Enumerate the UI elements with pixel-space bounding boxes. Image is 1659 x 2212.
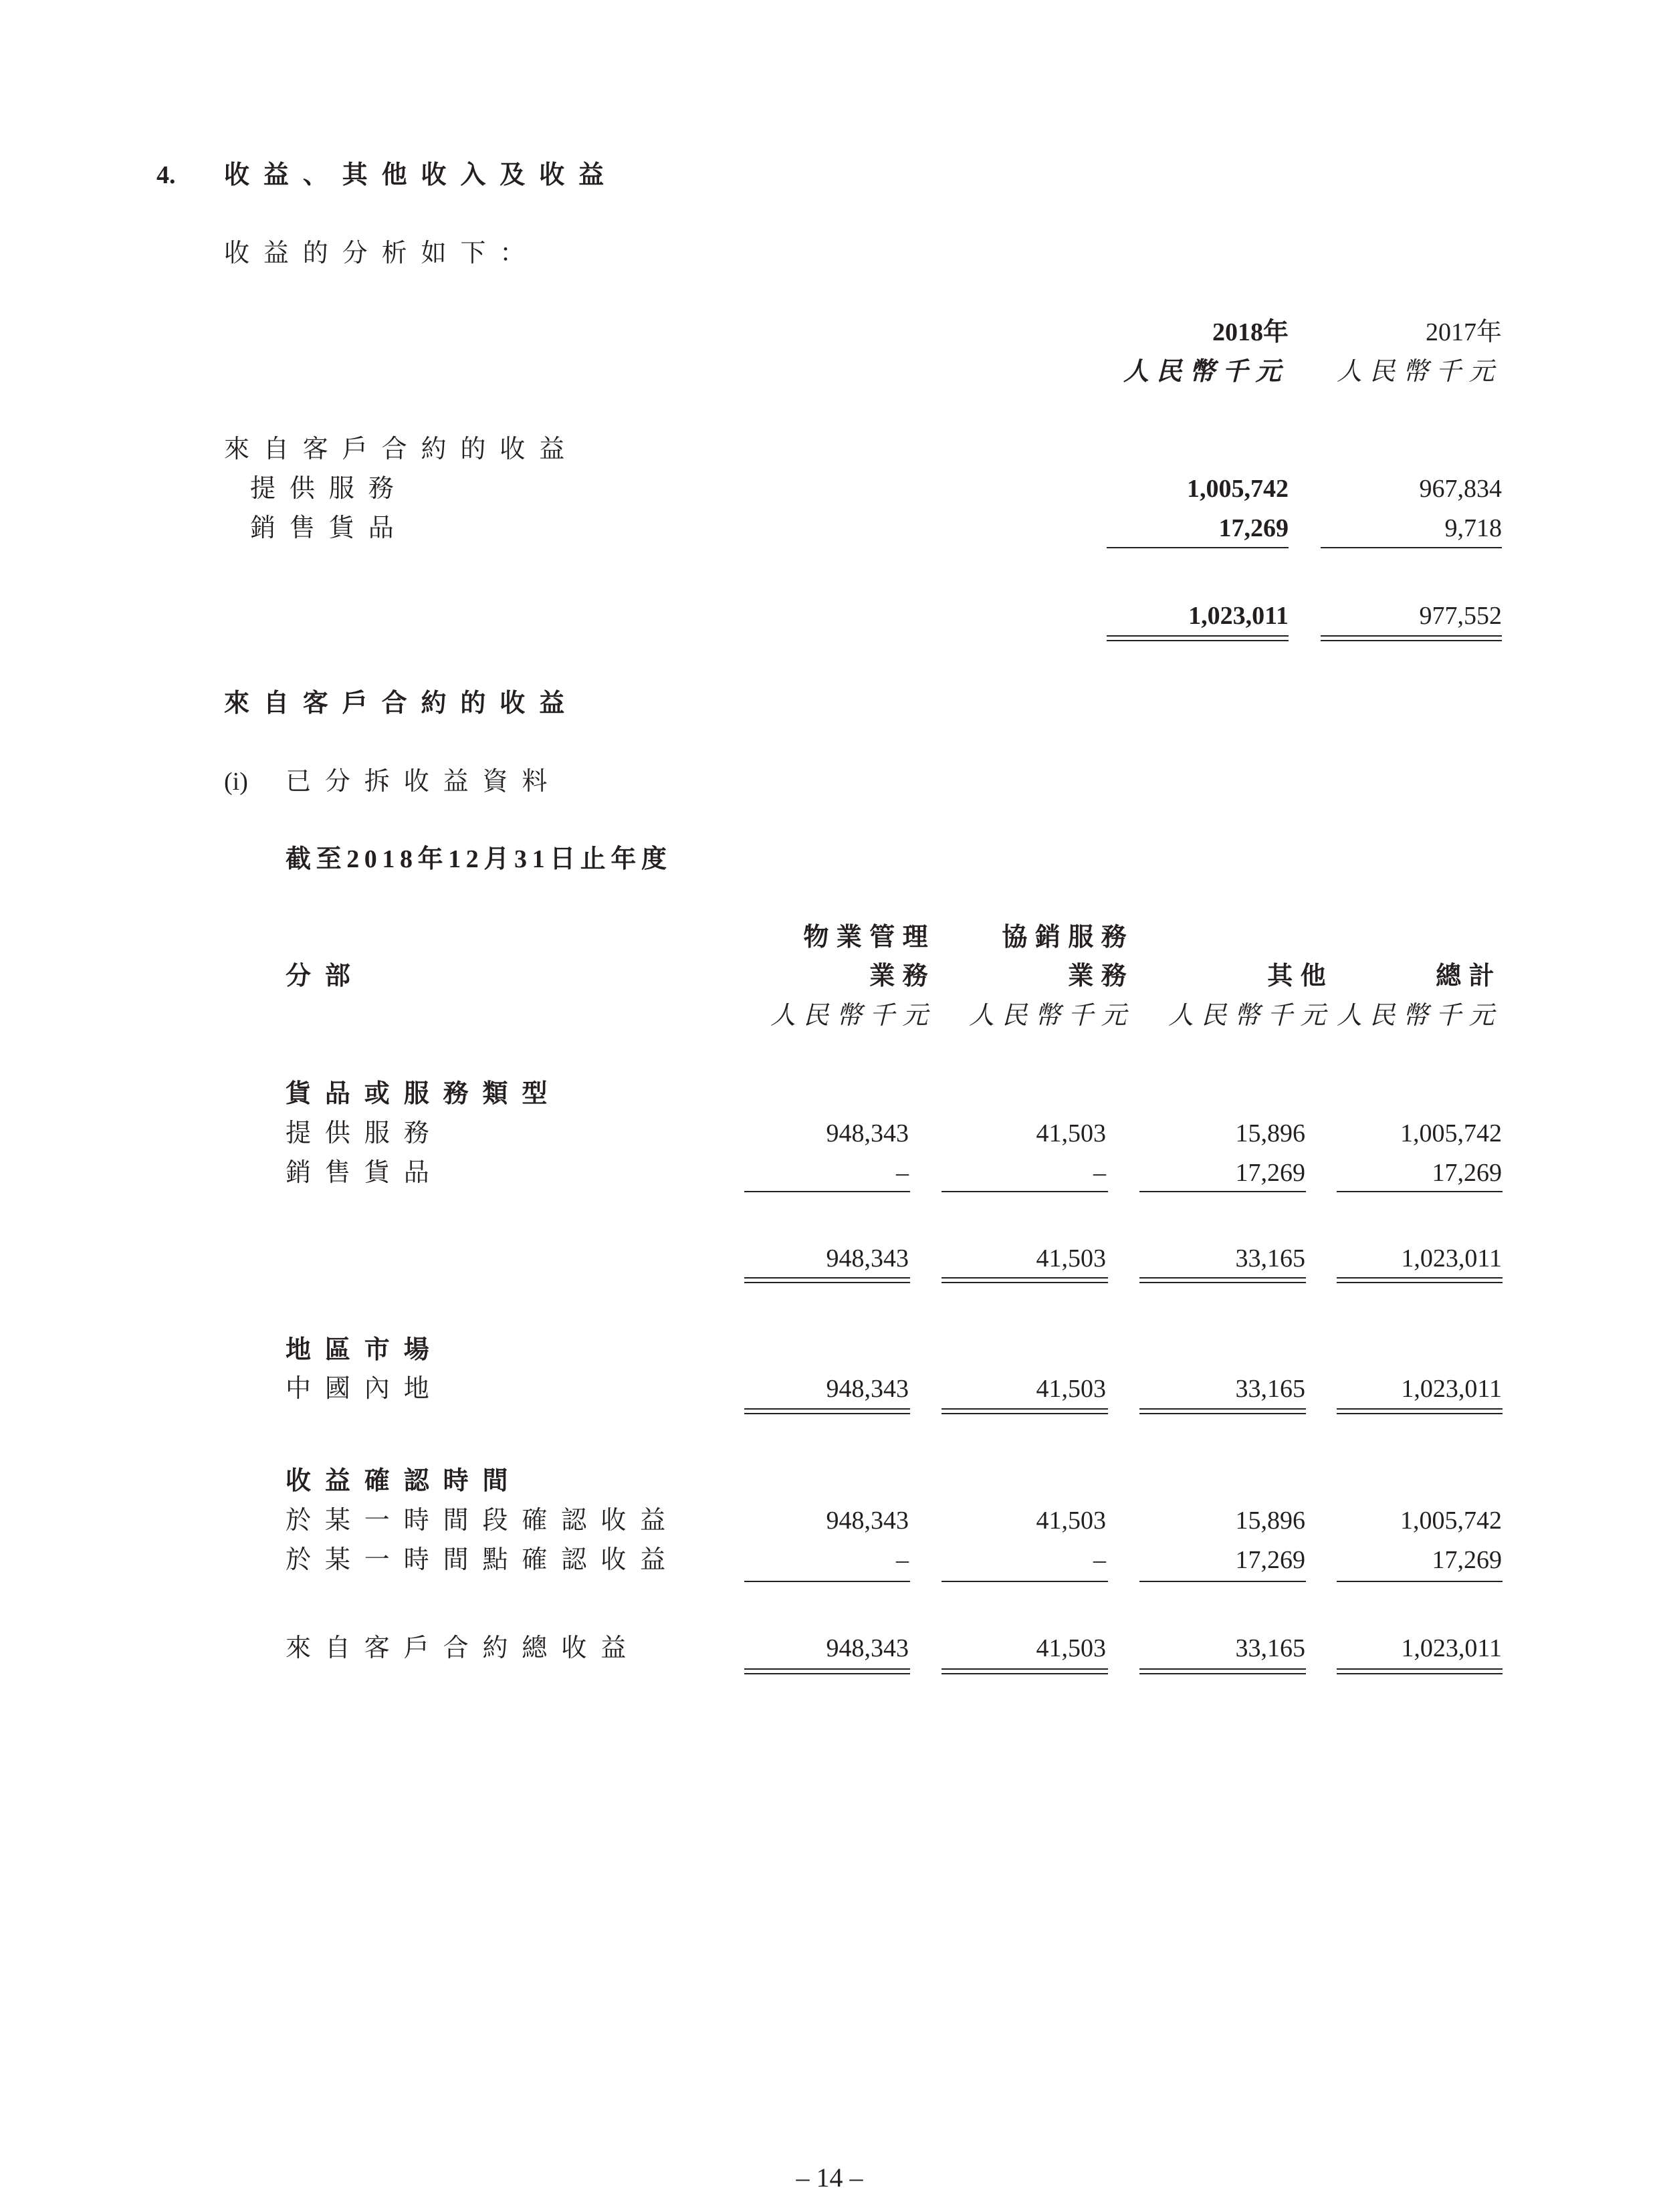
col-pm-line1: 物業管理: [803, 923, 935, 952]
timing-row-other: 15,896: [1235, 1507, 1305, 1535]
timing-rule: [744, 1581, 910, 1582]
summary-double-rule: [1321, 635, 1502, 641]
goods-rule: [1139, 1191, 1306, 1192]
grand-total-other: 33,165: [1235, 1634, 1305, 1662]
goods-subtotal-pm: 948,343: [826, 1244, 909, 1273]
unit-2017: 人民幣千元: [1336, 358, 1502, 386]
col-unit: 人民幣千元: [1168, 1002, 1333, 1030]
goods-double-rule: [1337, 1277, 1503, 1283]
unit-2018: 人民幣千元: [1123, 358, 1289, 386]
timing-row-other: 17,269: [1235, 1546, 1305, 1574]
geography-row-other: 33,165: [1235, 1375, 1305, 1403]
summary-row-label: 銷售貨品: [250, 514, 408, 542]
geography-title: 地區市場: [286, 1336, 443, 1364]
timing-row-label: 於某一時間點確認收益: [286, 1546, 680, 1574]
summary-rule: [1321, 547, 1502, 548]
grand-total-double-rule: [1139, 1668, 1306, 1674]
goods-row-label: 提供服務: [286, 1119, 443, 1147]
grand-total-label: 來自客戶合約總收益: [286, 1634, 641, 1662]
grand-total-total: 1,023,011: [1401, 1634, 1502, 1662]
contracts-heading: 來自客戶合約的收益: [224, 689, 579, 717]
period-title: 截至2018年12月31日止年度: [286, 845, 672, 873]
sub-marker: (i): [224, 768, 248, 796]
col-sa-line1: 協銷服務: [1002, 923, 1134, 952]
timing-row-pm: –: [896, 1546, 909, 1574]
goods-row-pm: –: [896, 1159, 909, 1187]
col-pm-line2: 業務: [869, 962, 935, 990]
summary-row-value-2017: 967,834: [1419, 475, 1502, 503]
goods-row-pm: 948,343: [826, 1119, 909, 1147]
goods-row-label: 銷售貨品: [286, 1159, 443, 1187]
goods-subtotal-total: 1,023,011: [1401, 1244, 1502, 1273]
timing-row-sa: –: [1093, 1546, 1106, 1574]
geography-double-rule: [744, 1408, 910, 1414]
section-title: 收益、其他收入及收益: [224, 161, 619, 189]
grand-total-double-rule: [1337, 1668, 1503, 1674]
timing-rule: [1139, 1581, 1306, 1582]
col-segment: 分部: [286, 962, 364, 990]
col-unit: 人民幣千元: [770, 1002, 935, 1030]
timing-row-total: 17,269: [1432, 1546, 1502, 1574]
timing-row-pm: 948,343: [826, 1507, 909, 1535]
timing-title: 收益確認時間: [286, 1467, 522, 1495]
goods-rule: [744, 1191, 910, 1192]
timing-row-sa: 41,503: [1036, 1507, 1106, 1535]
goods-row-total: 1,005,742: [1400, 1119, 1502, 1147]
summary-group-label: 來自客戶合約的收益: [224, 435, 579, 463]
goods-rule: [1337, 1191, 1503, 1192]
page-number: – 14 –: [796, 2163, 863, 2193]
grand-total-pm: 948,343: [826, 1634, 909, 1662]
timing-row-label: 於某一時間段確認收益: [286, 1507, 680, 1535]
grand-total-double-rule: [744, 1668, 910, 1674]
geography-row-sa: 41,503: [1036, 1375, 1106, 1403]
goods-row-sa: 41,503: [1036, 1119, 1106, 1147]
goods-row-other: 15,896: [1235, 1119, 1305, 1147]
summary-row-value-2018: 17,269: [1218, 514, 1289, 542]
goods-subtotal-other: 33,165: [1235, 1244, 1305, 1273]
summary-row-value-2018: 1,005,742: [1187, 475, 1289, 503]
summary-total-2018: 1,023,011: [1188, 602, 1289, 630]
summary-row-label: 提供服務: [250, 475, 408, 503]
geography-double-rule: [942, 1408, 1108, 1414]
sub-title: 已分拆收益資料: [286, 768, 562, 796]
goods-row-total: 17,269: [1432, 1159, 1502, 1187]
summary-total-2017: 977,552: [1419, 602, 1502, 630]
timing-rule: [1337, 1581, 1503, 1582]
goods-rule: [942, 1191, 1108, 1192]
goods-row-other: 17,269: [1235, 1159, 1305, 1187]
goods-double-rule: [1139, 1277, 1306, 1283]
header-2017: 2017年: [1425, 318, 1502, 346]
col-sa-line2: 業務: [1068, 962, 1134, 990]
geography-row-pm: 948,343: [826, 1375, 909, 1403]
geography-row-total: 1,023,011: [1401, 1375, 1502, 1403]
goods-double-rule: [942, 1277, 1108, 1283]
goods-subtotal-sa: 41,503: [1036, 1244, 1106, 1273]
goods-double-rule: [744, 1277, 910, 1283]
goods-services-title: 貨品或服務類型: [286, 1080, 562, 1108]
goods-row-sa: –: [1093, 1159, 1106, 1187]
header-2018: 2018年: [1212, 318, 1289, 346]
summary-row-value-2017: 9,718: [1444, 514, 1502, 542]
grand-total-double-rule: [942, 1668, 1108, 1674]
col-other: 其他: [1267, 962, 1333, 990]
timing-row-total: 1,005,742: [1400, 1507, 1502, 1535]
grand-total-sa: 41,503: [1036, 1634, 1106, 1662]
geography-double-rule: [1139, 1408, 1306, 1414]
geography-row-label: 中國內地: [286, 1375, 443, 1403]
timing-rule: [942, 1581, 1108, 1582]
summary-double-rule: [1107, 635, 1289, 641]
col-unit: 人民幣千元: [1336, 1002, 1502, 1030]
section-number: 4.: [156, 161, 176, 189]
intro-text: 收益的分析如下：: [224, 239, 540, 267]
geography-double-rule: [1337, 1408, 1503, 1414]
summary-rule: [1107, 547, 1289, 548]
col-total: 總計: [1436, 962, 1502, 990]
col-unit: 人民幣千元: [968, 1002, 1134, 1030]
